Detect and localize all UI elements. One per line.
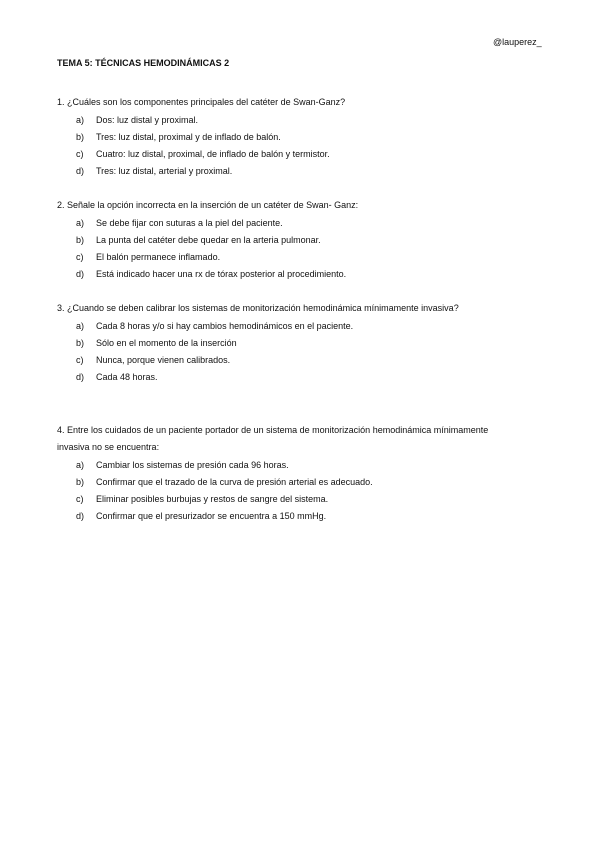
option-b (57, 129, 497, 146)
option-d (57, 508, 497, 525)
option-c (57, 249, 497, 266)
option-text: Se debe fijar con suturas a la piel del paciente. (96, 218, 283, 228)
option-letter: d) (76, 511, 85, 521)
option-d (57, 369, 497, 386)
question-3 (57, 300, 497, 386)
option-letter: a) (76, 115, 85, 125)
option-letter: d) (76, 269, 85, 279)
option-a (57, 318, 497, 335)
option-b (57, 474, 497, 491)
option-text: El balón permanece inflamado. (96, 252, 221, 262)
option-letter: c) (76, 149, 84, 159)
option-letter: b) (76, 338, 85, 348)
option-letter: d) (76, 166, 85, 176)
option-text: La punta del catéter debe quedar en la arteria pulmonar. (96, 235, 321, 245)
options-list (57, 457, 497, 525)
question-1 (57, 94, 497, 180)
option-b (57, 335, 497, 352)
option-text: Está indicado hacer una rx de tórax posterior al procedimiento. (96, 269, 347, 279)
option-letter: b) (76, 235, 85, 245)
option-text: Tres: luz distal, arterial y proximal. (96, 166, 233, 176)
option-text: Cambiar los sistemas de presión cada 96 horas. (96, 460, 289, 470)
option-text: Tres: luz distal, proximal y de inflado de balón. (96, 132, 281, 142)
options-list (57, 112, 497, 180)
page-title: TEMA 5: TÉCNICAS HEMODINÁMICAS 2 (57, 58, 230, 68)
option-c (57, 146, 497, 163)
option-d (57, 266, 497, 283)
question-text: 1. ¿Cuáles son los componentes principales del catéter de Swan-Ganz? (57, 97, 346, 107)
question-4 (57, 422, 497, 525)
option-letter: a) (76, 218, 85, 228)
option-a (57, 215, 497, 232)
question-2 (57, 197, 497, 283)
question-text: 2. Señale la opción incorrecta en la inserción de un catéter de Swan- Ganz: (57, 200, 359, 210)
options-list (57, 318, 497, 386)
option-text: Nunca, porque vienen calibrados. (96, 355, 231, 365)
option-letter: c) (76, 252, 84, 262)
option-text: Confirmar que el trazado de la curva de presión arterial es adecuado. (96, 477, 373, 487)
author-handle: @lauperez_ (493, 37, 542, 47)
question-text: 4. Entre los cuidados de un paciente portador de un sistema de monitorización hemodinámica mínimamente invasiva no se encuentra: (57, 425, 489, 452)
option-text: Dos: luz distal y proximal. (96, 115, 199, 125)
option-c (57, 491, 497, 508)
option-text: Confirmar que el presurizador se encuentra a 150 mmHg. (96, 511, 327, 521)
question-text: 3. ¿Cuando se deben calibrar los sistemas de monitorización hemodinámica mínimamente invasiva? (57, 303, 459, 313)
option-letter: b) (76, 477, 85, 487)
option-letter: c) (76, 355, 84, 365)
option-a (57, 112, 497, 129)
option-letter: c) (76, 494, 84, 504)
option-text: Cada 8 horas y/o si hay cambios hemodinámicos en el paciente. (96, 321, 354, 331)
option-d (57, 163, 497, 180)
option-text: Eliminar posibles burbujas y restos de sangre del sistema. (96, 494, 329, 504)
option-letter: b) (76, 132, 85, 142)
option-c (57, 352, 497, 369)
option-b (57, 232, 497, 249)
option-letter: d) (76, 372, 85, 382)
option-text: Cuatro: luz distal, proximal, de inflado de balón y termistor. (96, 149, 330, 159)
option-text: Sólo en el momento de la inserción (96, 338, 237, 348)
option-a (57, 457, 497, 474)
option-text: Cada 48 horas. (96, 372, 158, 382)
options-list (57, 215, 497, 283)
option-letter: a) (76, 321, 85, 331)
option-letter: a) (76, 460, 85, 470)
